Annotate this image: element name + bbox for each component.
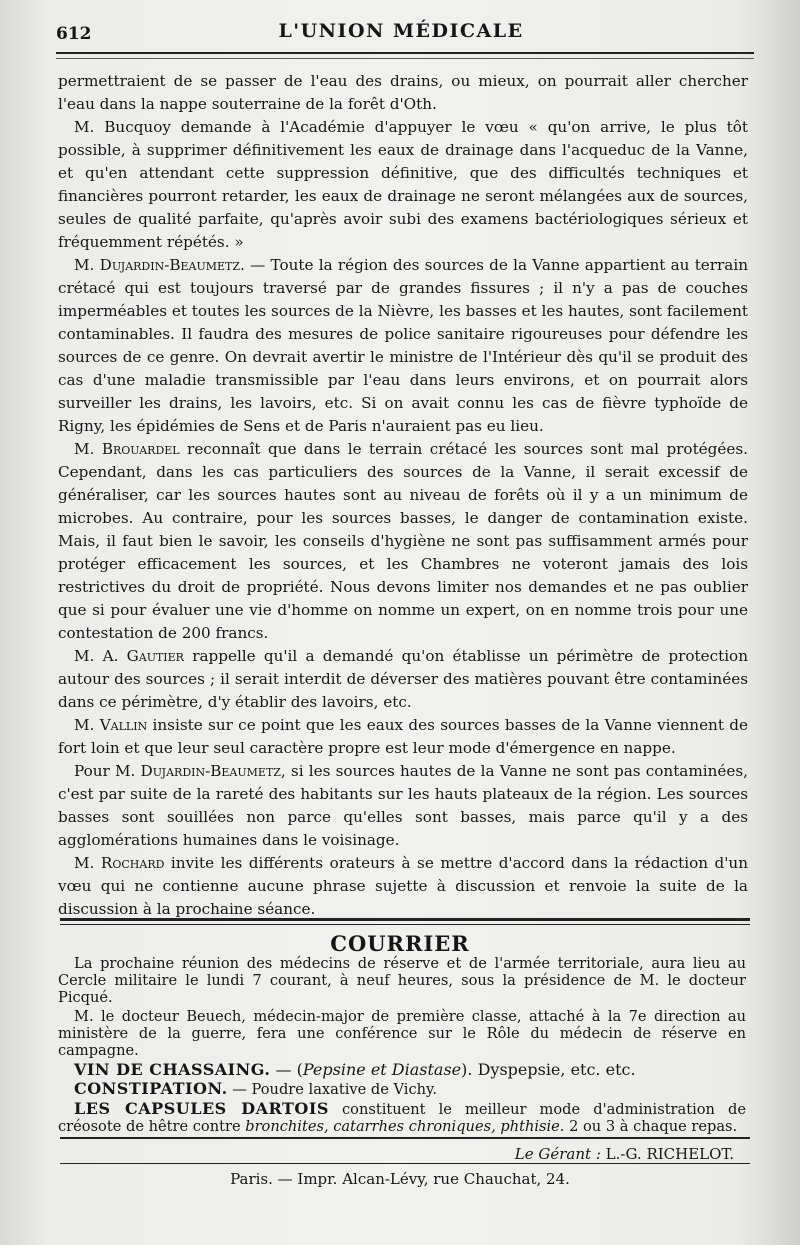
gerant-name: L.-G. RICHELOT. xyxy=(600,1145,734,1163)
speaker-name: Rochard xyxy=(100,854,165,872)
header-rule-thin xyxy=(56,58,754,59)
paragraph-brouardel xyxy=(58,438,748,645)
speaker-name: Dujardin-Beaumetz. xyxy=(99,256,245,274)
gerant-label: Le Gérant : xyxy=(514,1145,601,1163)
page-number: 612 xyxy=(56,24,92,44)
footer-rule-lower xyxy=(60,1163,750,1164)
article-body xyxy=(58,70,748,921)
speaker-prefix: M. xyxy=(74,854,101,872)
ad-constipation xyxy=(58,1080,746,1098)
paragraph-text: — Toute la région des sources de la Vanne appartient au terrain crétacé qui est toujours traversé par de grandes fissures ; il n'y a pas de couches imperméables et toutes les sources de la Nièvre, les basses et les hautes, sont facilement contaminables. Il faudra des mesures de police sanitaire rigoureuses pour défendre les sources de ce genre. On devrait avertir le ministre de l'Intérieur dès qu'il se produit des cas d'une maladie transmissible par l'eau dans leurs environs, et on pourrait alors surveiller les drains, les lavoirs, etc. Si on avait connu les cas de fièvre typhoïde de Rigny, les épidémies de Sens et de Paris n'auraient pas eu lieu. xyxy=(58,256,749,435)
journal-title: L'UNION MÉDICALE xyxy=(278,20,524,42)
ad-capsules-dartois xyxy=(58,1100,746,1135)
header-rule xyxy=(56,52,754,54)
speaker-prefix: M. A. xyxy=(74,647,127,665)
paragraph-gautier xyxy=(58,645,748,714)
ad-text: — Poudre laxative de Vichy. xyxy=(227,1081,437,1098)
ad-title: CONSTIPATION. xyxy=(74,1079,228,1098)
speaker-prefix: M. xyxy=(74,440,102,458)
paragraph-text: reconnaît que dans le terrain crétacé les sources sont mal protégées. Cependant, dans les cas particuliers des sources de la Vanne, il serait excessif de généraliser, car les sources hautes sont au niveau de forêts où il y a un minimum de microbes. Au contraire, pour les sources basses, le danger de contamination existe. Mais, il faut bien le savoir, les conseils d'hygiène ne sont pas suffisamment armés pour protéger efficacement les sources, et les Chambres ne voteront jamais des lois restrictives du droit de propriété. Nous devons limiter nos demandes et ne pas oublier que si pour évaluer une vie d'homme on nomme un expert, on en nomme trois pour une contestation de 200 francs. xyxy=(58,440,748,642)
ad-title: VIN DE CHASSAING. xyxy=(74,1060,271,1079)
ad-text: — ( xyxy=(270,1060,303,1079)
ad-italic: Pepsine et Diastase xyxy=(302,1060,462,1079)
ad-italic: bronchites, catarrhes chroniques, phthisie. xyxy=(245,1118,565,1135)
speaker-name: Vallin xyxy=(99,716,148,734)
ad-text: 2 ou 3 à chaque repas. xyxy=(564,1118,738,1135)
printer-imprint: Paris. — Impr. Alcan-Lévy, rue Chauchat, 24. xyxy=(230,1170,570,1188)
notice-conference: M. le docteur Beuech, médecin-major de première classe, attaché à la 7e direction au ministère de la guerre, fera une conférence sur le Rôle du médecin de réserve en campagne. xyxy=(58,1008,746,1059)
speaker-prefix: Pour M. xyxy=(74,762,141,780)
gerant-signature xyxy=(515,1145,734,1163)
paragraph-continued: permettraient de se passer de l'eau des drains, ou mieux, on pourrait aller chercher l'eau dans la nappe souterraine de la forêt d'Oth. xyxy=(58,72,748,113)
paragraph-bucquoy: M. Bucquoy demande à l'Académie d'appuyer le vœu « qu'on arrive, le plus tôt possible, à supprimer définitivement les eaux de drainage dans l'acqueduc de la Vanne, et qu'en attendant cette suppression définitive, que des difficultés techniques et financières pourront retarder, les eaux de drainage ne seront mélangées aux de sources, seules de qualité parfaite, qu'après avoir subi des examens bactériologiques sérieux et fréquemment répétés. » xyxy=(58,118,748,251)
ad-title: LES CAPSULES DARTOIS xyxy=(74,1099,329,1118)
section-rule-thick xyxy=(60,918,750,921)
courrier-notes xyxy=(58,955,746,1137)
page-header xyxy=(56,18,746,48)
paragraph-vallin xyxy=(58,714,748,760)
speaker-prefix: M. xyxy=(74,256,100,274)
ad-text: ). Dyspepsie, etc. etc. xyxy=(461,1060,636,1079)
courrier-title: COURRIER xyxy=(330,931,470,956)
paragraph-text: insiste sur ce point que les eaux des sources basses de la Vanne viennent de fort loin et que leur seul caractère propre est leur mode d'émergence en nappe. xyxy=(58,716,748,757)
speaker-name: Gautier xyxy=(126,647,184,665)
paragraph-dujardin-beaumetz xyxy=(58,254,748,438)
paragraph-text: , si les sources hautes de la Vanne ne sont pas contaminées, c'est par suite de la rareté des habitants sur les hauts plateaux de la région. Les sources basses sont souillées non parce qu'elles sont basses, mais parce qu'il y a des agglomérations humaines dans le voisinage. xyxy=(58,762,748,849)
ad-text: constituent le meilleur mode d'administration de créosote de hêtre contre xyxy=(58,1101,747,1135)
footer-rule xyxy=(60,1137,750,1139)
speaker-prefix: M. xyxy=(74,716,100,734)
paragraph-rochard xyxy=(58,852,748,921)
paragraph-text: rappelle qu'il a demandé qu'on établisse un périmètre de protection autour des sources ; il serait interdit de déverser des matières pouvant être contaminées dans ce périmètre, d'y établir des lavoirs, etc. xyxy=(58,647,748,711)
section-rule-thin xyxy=(60,924,750,925)
speaker-name: Dujardin-Beaumetz xyxy=(140,762,281,780)
paragraph-text: invite les différents orateurs à se mettre d'accord dans la rédaction d'un vœu qui ne contienne aucune phrase sujette à discussion et renvoie la suite de la discussion à la prochaine séance. xyxy=(58,854,748,918)
notice-reunion: La prochaine réunion des médecins de réserve et de l'armée territoriale, aura lieu au Cercle militaire le lundi 7 courant, à neuf heures, sous la présidence de M. le docteur Picqué. xyxy=(58,955,746,1006)
speaker-name: Brouardel xyxy=(101,440,180,458)
paragraph-pour-dujardin xyxy=(58,760,748,852)
ad-vin-chassaing xyxy=(58,1061,746,1078)
